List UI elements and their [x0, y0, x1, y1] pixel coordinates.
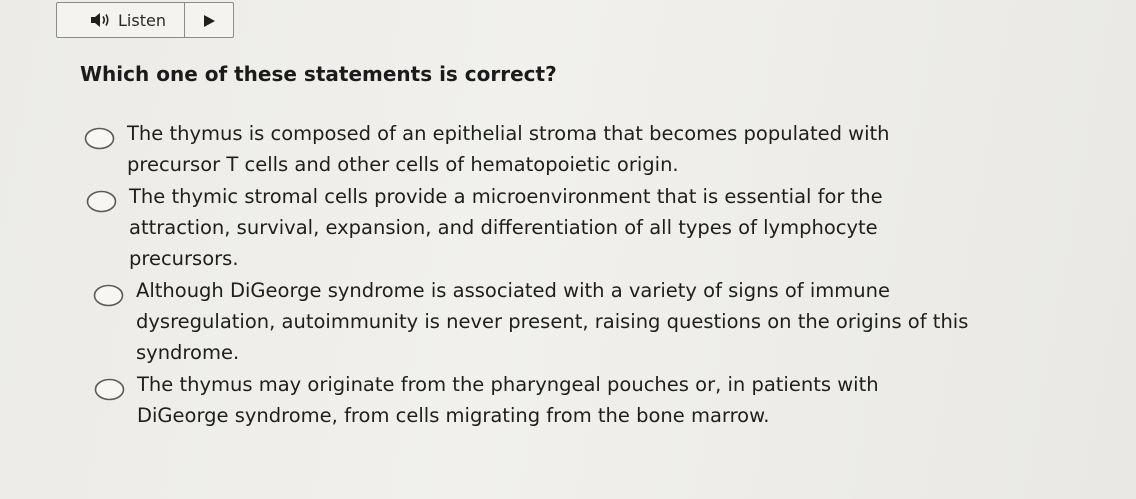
radio-button[interactable] — [86, 190, 117, 213]
play-button[interactable] — [185, 3, 233, 37]
speaker-icon — [89, 11, 113, 29]
answer-option[interactable] — [94, 369, 1004, 431]
answer-options — [84, 118, 1004, 431]
answer-option[interactable] — [84, 118, 1004, 180]
listen-label: Listen — [118, 10, 166, 30]
listen-button[interactable] — [57, 3, 185, 37]
answer-option-text: Although DiGeorge syndrome is associated with a variety of signs of immune dysregulation, autoimmunity is never present, raising questions on the origins of this syndrome. — [136, 279, 969, 364]
radio-button[interactable] — [84, 127, 115, 150]
answer-option-text: The thymic stromal cells provide a microenvironment that is essential for the attraction, survival, expansion, and differentiation of all types of lymphocyte precursors. — [129, 185, 883, 270]
radio-button[interactable] — [94, 378, 125, 401]
radio-button[interactable] — [93, 284, 124, 307]
answer-option-text: The thymus may originate from the pharyngeal pouches or, in patients with DiGeorge syndrome, from cells migrating from the bone marrow. — [137, 373, 879, 427]
answer-option[interactable] — [86, 181, 1004, 274]
question-text: Which one of these statements is correct? — [80, 62, 557, 86]
answer-option[interactable] — [93, 275, 1004, 368]
listen-toolbar — [56, 2, 234, 38]
answer-option-text: The thymus is composed of an epithelial stroma that becomes populated with precursor T cells and other cells of hematopoietic origin. — [127, 122, 890, 176]
play-icon — [202, 13, 216, 27]
